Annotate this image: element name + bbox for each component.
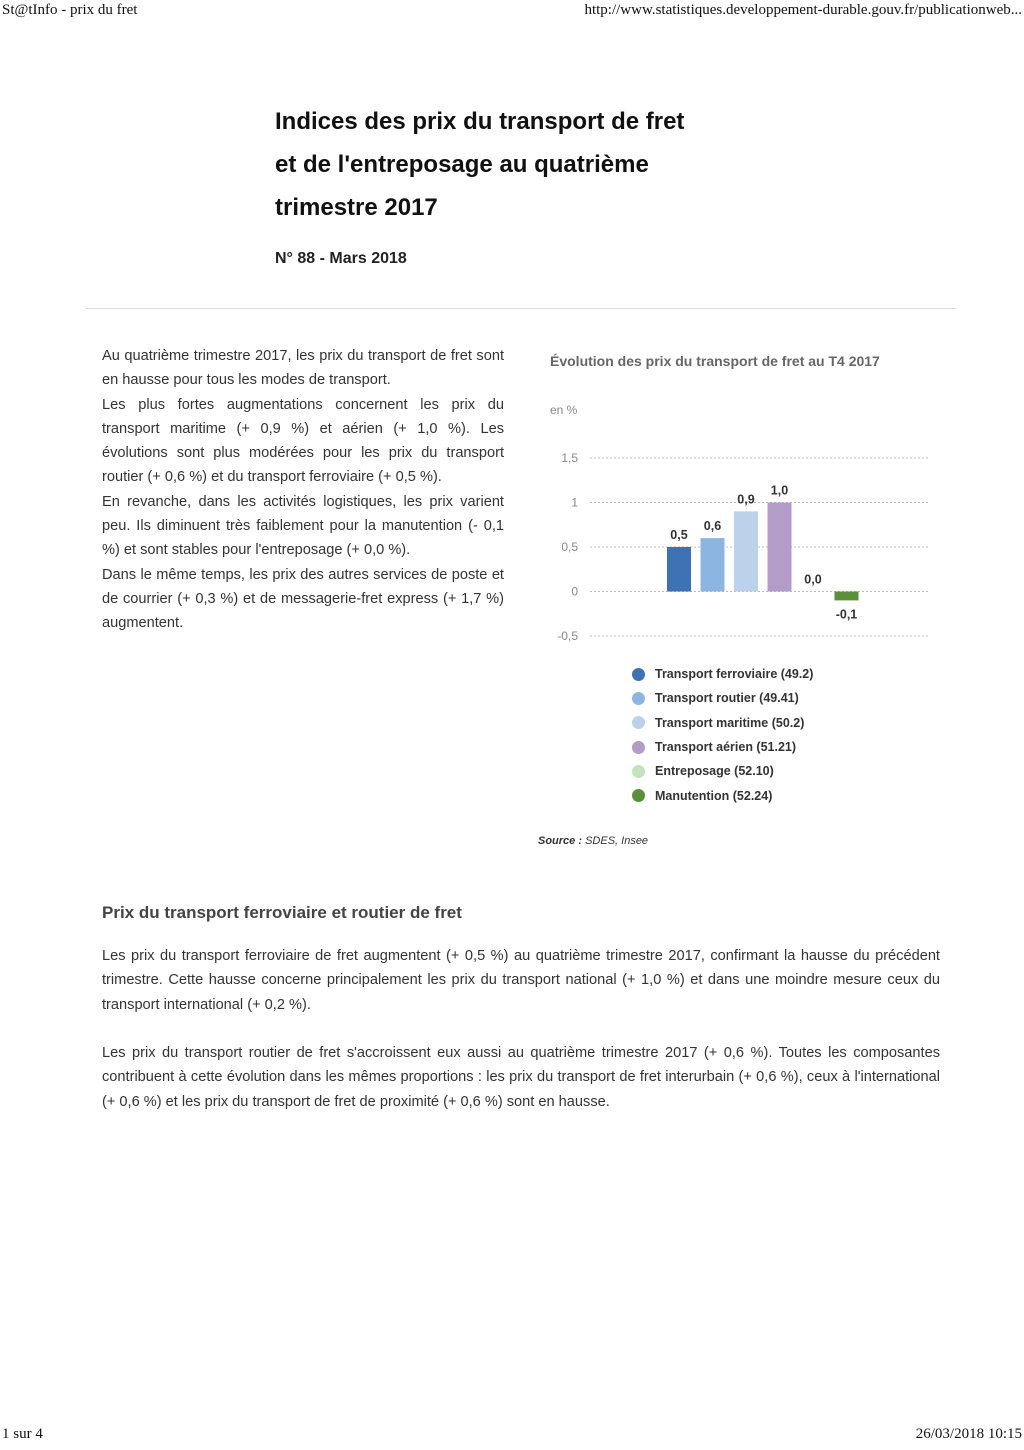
legend-swatch (632, 716, 645, 729)
data-label: 0,6 (703, 519, 722, 534)
print-url[interactable]: http://www.statistiques.developpement-durable.gouv.fr/publicationweb... (584, 2, 1022, 18)
page-count: 1 sur 4 (2, 1426, 43, 1442)
chart-title: Évolution des prix du transport de fret au T4 2017 (550, 353, 880, 369)
legend-item (632, 735, 813, 759)
bar-chart (540, 440, 940, 650)
print-page-title: St@tInfo - prix du fret (2, 2, 138, 18)
legend-swatch (632, 789, 645, 802)
data-label: 0,5 (670, 528, 688, 542)
title-line: trimestre 2017 (275, 194, 438, 221)
intro-text (102, 344, 504, 636)
source-label: Source : (538, 835, 583, 847)
legend-item (632, 783, 813, 807)
y-tick-label: 0 (571, 584, 578, 599)
intro-paragraph: Au quatrième trimestre 2017, les prix du transport de fret sont en hausse pour tous les modes de transport. (102, 348, 504, 389)
bar (734, 511, 758, 591)
intro-paragraph: En revanche, dans les activités logistiques, les prix varient peu. Ils diminuent très faiblement pour la manutention (- 0,1 %) et sont stables pour l'entreposage (+ 0,0 %). (102, 493, 504, 559)
print-header (0, 2, 1024, 22)
y-tick-label: 1,5 (561, 451, 578, 465)
data-label: 0,0 (804, 572, 822, 587)
legend-label: Transport routier (49.41) (655, 691, 799, 706)
bar (667, 547, 691, 592)
chart-source (538, 835, 648, 847)
y-tick-label: 0,5 (561, 540, 578, 554)
data-label: 0,9 (737, 492, 755, 507)
legend-item (632, 759, 813, 783)
section-title: Prix du transport ferroviaire et routier de fret (102, 903, 462, 922)
title-line: Indices des prix du transport de fret (275, 108, 685, 135)
bar (835, 592, 859, 601)
legend-label: Transport maritime (50.2) (655, 715, 805, 730)
page-title (275, 100, 715, 229)
legend-swatch (632, 668, 645, 681)
section-paragraph: Les prix du transport ferroviaire de fret augmentent (+ 0,5 %) au quatrième trimestre 2017, confirmant la hausse du précédent trimestre. Cette hausse concerne principalement les prix du transport national (+ 1,0 %) et dans une moindre mesure ceux du transport international (+ 0,2 %). (102, 948, 940, 1013)
print-datetime: 26/03/2018 10:15 (915, 1426, 1022, 1442)
chart-legend (632, 662, 813, 808)
legend-item (632, 662, 813, 686)
print-footer (0, 1426, 1024, 1446)
legend-swatch (632, 765, 645, 778)
legend-label: Transport ferroviaire (49.2) (655, 667, 814, 682)
intro-paragraph: Dans le même temps, les prix des autres services de poste et de courrier (+ 0,3 %) et de messagerie-fret express (+ 1,7 %) augmentent. (102, 566, 504, 632)
legend-swatch (632, 692, 645, 705)
legend-label: Entreposage (52.10) (655, 764, 774, 779)
legend-item (632, 711, 813, 735)
title-line: et de l'entreposage au quatrième (275, 151, 649, 178)
source-value: SDES, Insee (585, 835, 649, 847)
data-label: -0,1 (835, 607, 858, 622)
legend-swatch (632, 741, 645, 754)
data-label: 1,0 (770, 483, 789, 498)
legend-item (632, 686, 813, 710)
bar (701, 538, 725, 591)
chart-unit-label: en % (550, 403, 578, 417)
y-tick-label: 1 (571, 495, 578, 510)
legend-label: Transport aérien (51.21) (655, 740, 797, 755)
legend-label: Manutention (52.24) (655, 788, 773, 803)
section-paragraph: Les prix du transport routier de fret s'accroissent eux aussi au quatrième trimestre 2017 (+ 0,6 %). Toutes les composantes contribuent à cette évolution dans les mêmes proportions : les prix du transport de fret interurbain (+ 0,6 %), ceux à l'international (+ 0,6 %) et les prix du transport de fret de proximité (+ 0,6 %) sont en hausse. (102, 1045, 940, 1110)
divider (86, 308, 956, 309)
y-tick-label: -0,5 (557, 629, 578, 643)
intro-paragraph: Les plus fortes augmentations concernent les prix du transport maritime (+ 0,9 %) et aérien (+ 1,0 %). Les évolutions sont plus modérées pour les prix du transport routier (+ 0,6 %) et du transport ferroviaire (+ 0,5 %). (102, 396, 504, 486)
bar (768, 503, 792, 592)
issue-number: N° 88 - Mars 2018 (275, 250, 407, 267)
